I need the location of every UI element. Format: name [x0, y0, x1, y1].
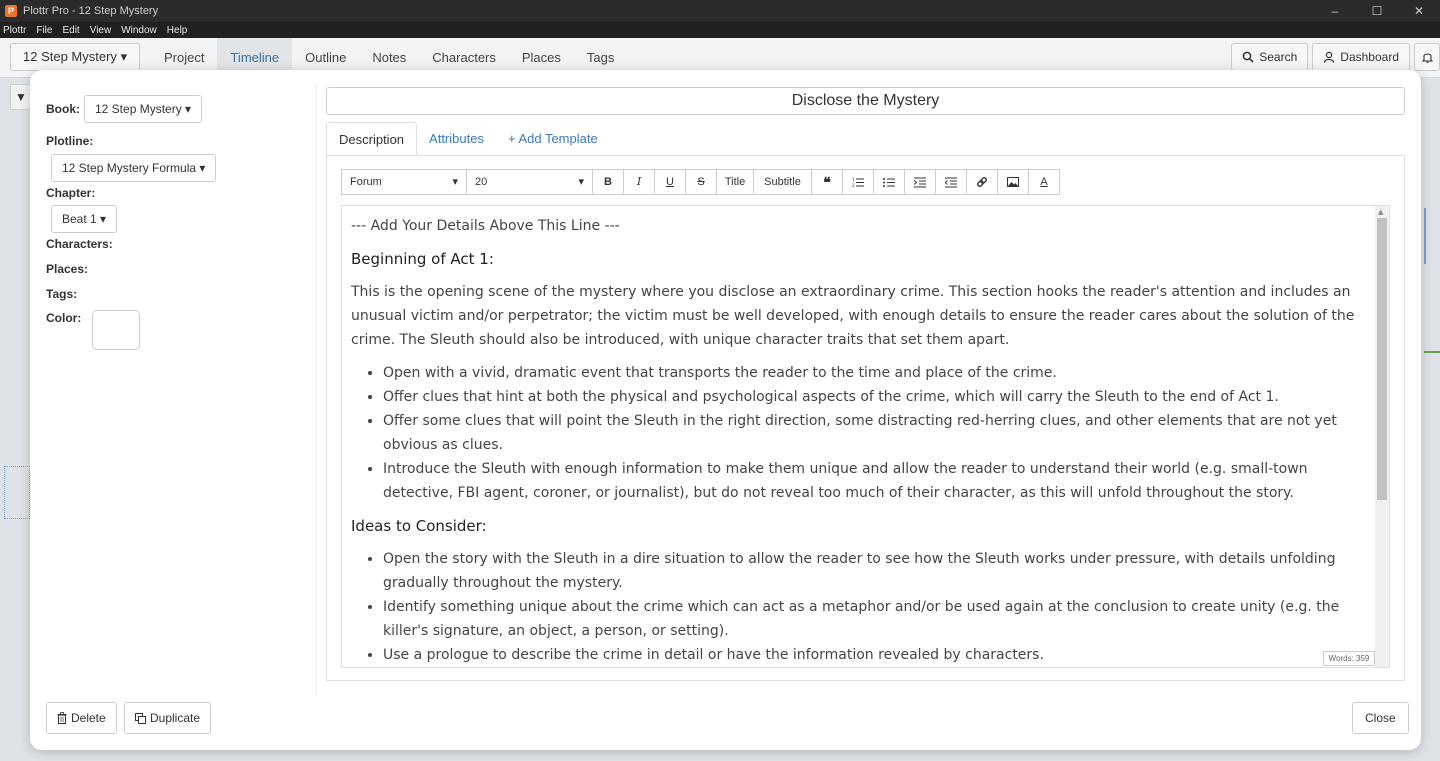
tab-project[interactable]: Project: [164, 50, 205, 65]
menu-edit[interactable]: Edit: [62, 24, 80, 36]
plotline-dropdown[interactable]: [51, 154, 216, 182]
menu-window[interactable]: Window: [121, 24, 157, 36]
book-selector-label: 12 Step Mystery: [23, 49, 117, 64]
tab-notes[interactable]: Notes: [372, 50, 407, 65]
notifications-button[interactable]: [1414, 43, 1440, 71]
caret-down-icon: ▾: [452, 176, 458, 188]
menu-file[interactable]: File: [36, 24, 53, 36]
minimize-button[interactable]: –: [1331, 4, 1339, 18]
bell-icon: [1422, 51, 1433, 63]
font-family-select[interactable]: [341, 169, 467, 195]
underline-button[interactable]: U: [655, 169, 686, 195]
act-1-bullet-list: [351, 361, 1363, 505]
empty-card-placeholder: [4, 466, 30, 519]
word-count-badge: Words: 359: [1323, 651, 1375, 666]
menu-help[interactable]: Help: [166, 24, 188, 36]
chapter-dropdown-value: Beat 1: [62, 212, 97, 226]
list-item: • Offer some clues that will point the Sleuth in the right direction, some distracting red-herring clues, and other elements that are not yet obvious as clues.: [383, 409, 1363, 457]
bold-button[interactable]: B: [593, 169, 624, 195]
chapter-dropdown[interactable]: [51, 205, 117, 233]
search-label: Search: [1259, 50, 1298, 64]
timeline-card-edge: [1424, 208, 1440, 264]
description-editor[interactable]: [341, 205, 1390, 668]
close-button[interactable]: Close: [1352, 702, 1409, 734]
outdent-icon[interactable]: [936, 169, 967, 195]
scene-card-modal: [30, 70, 1421, 750]
card-title-input[interactable]: Disclose the Mystery: [326, 87, 1405, 115]
tab-tags[interactable]: Tags: [586, 50, 615, 65]
indent-icon[interactable]: [905, 169, 936, 195]
characters-label[interactable]: Characters:: [46, 237, 113, 251]
tab-characters[interactable]: Characters: [432, 50, 496, 65]
tags-label[interactable]: Tags:: [46, 287, 78, 301]
tab-description[interactable]: Description: [326, 122, 417, 156]
scrollbar-thumb[interactable]: [1377, 218, 1387, 500]
dashboard-label: Dashboard: [1340, 50, 1399, 64]
navbar-right-group: [1231, 43, 1440, 71]
link-glyph: [976, 176, 988, 188]
numbered-list-icon[interactable]: [843, 169, 874, 195]
caret-down-icon: ▾: [578, 176, 584, 188]
editor-frame: [326, 155, 1405, 681]
font-size-value: 20: [475, 176, 488, 188]
svg-text:2: 2: [852, 183, 855, 188]
blockquote-icon[interactable]: ❝: [812, 169, 843, 195]
delete-label: Delete: [71, 711, 106, 725]
link-icon[interactable]: [967, 169, 998, 195]
subtitle-button[interactable]: Subtitle: [754, 169, 812, 195]
details-separator-line: --- Add Your Details Above This Line ---: [351, 218, 620, 234]
delete-button[interactable]: [46, 702, 117, 734]
list-item: • Open with a vivid, dramatic event that transports the reader to the time and place of the crime.: [383, 361, 1363, 385]
list-item: • Identify something unique about the crime which can act as a metaphor and/or be used again at the conclusion to create unity (e.g. the killer's signature, an object, a person, or setting).: [383, 595, 1363, 643]
font-color-icon[interactable]: A: [1029, 169, 1060, 195]
menu-view[interactable]: View: [89, 24, 112, 36]
chapter-label: Chapter:: [46, 186, 96, 200]
list-item: • Introduce the Sleuth with enough information to make them unique and allow the reader to understand their world (e.g. small-town detective, FBI agent, coroner, or journalist), but do not reveal too much of their character, as this will unfold throughout the story.: [383, 457, 1363, 505]
search-button[interactable]: [1231, 43, 1308, 71]
menu-bar: [0, 22, 1440, 38]
ideas-bullet-list: [351, 547, 1363, 667]
list-item: • Use a prologue to describe the crime in detail or have the information revealed by characters.: [383, 643, 1363, 667]
plotline-connector: [1424, 351, 1440, 353]
plotline-label: Plotline:: [46, 134, 94, 148]
book-selector[interactable]: [10, 43, 140, 71]
color-picker-swatch[interactable]: [92, 310, 140, 350]
book-dropdown-value: 12 Step Mystery: [95, 102, 182, 116]
caret-down-icon: ▾: [100, 212, 107, 226]
panel-divider: [316, 84, 317, 696]
card-details-panel: [30, 70, 320, 750]
book-dropdown[interactable]: [84, 95, 202, 123]
duplicate-label: Duplicate: [150, 711, 201, 725]
heading-beginning-act-1: Beginning of Act 1:: [351, 250, 494, 268]
title-button[interactable]: Title: [717, 169, 754, 195]
window-controls: [1314, 0, 1440, 22]
book-label: Book:: [46, 102, 80, 116]
plotline-dropdown-value: 12 Step Mystery Formula: [62, 161, 197, 175]
plottr-app-icon: P: [5, 5, 17, 17]
indent-glyph: [914, 177, 926, 188]
places-label[interactable]: Places:: [46, 262, 89, 276]
scroll-up-arrow-icon[interactable]: ▲: [1378, 208, 1384, 216]
add-template-link[interactable]: + Add Template: [507, 131, 598, 146]
dashboard-button[interactable]: [1312, 43, 1410, 71]
rich-text-toolbar: [341, 169, 1060, 195]
trash-icon: [57, 712, 67, 724]
search-icon: [1242, 51, 1254, 63]
color-label: Color:: [46, 311, 82, 325]
tab-places[interactable]: Places: [521, 50, 561, 65]
outdent-glyph: [945, 177, 957, 188]
font-size-select[interactable]: [467, 169, 593, 195]
bullet-list-icon[interactable]: [874, 169, 905, 195]
svg-text:1: 1: [852, 177, 855, 182]
strikethrough-button[interactable]: S: [686, 169, 717, 195]
image-glyph: [1007, 177, 1019, 187]
intro-paragraph: This is the opening scene of the mystery where you disclose an extraordinary crime. This section hooks the reader's attention and includes an unusual victim and/or perpetrator; the victim must be well developed, with enough details to ensure the reader cares about the solution of the crime. The Sleuth should also be introduced, with unique character traits that set them apart.: [351, 284, 1355, 348]
window-title: Plottr Pro - 12 Step Mystery: [23, 5, 159, 17]
image-icon[interactable]: [998, 169, 1029, 195]
list-item: • Open the story with the Sleuth in a dire situation to allow the reader to see how the Sleuth works under pressure, with details unfolding gradually throughout the mystery.: [383, 547, 1363, 595]
copy-icon: [135, 713, 146, 724]
tab-attributes[interactable]: Attributes: [429, 131, 484, 146]
italic-button[interactable]: I: [624, 169, 655, 195]
list-item: • Offer clues that hint at both the physical and psychological aspects of the crime, which will carry the Sleuth to the end of Act 1.: [383, 385, 1363, 409]
heading-ideas-to-consider: Ideas to Consider:: [351, 517, 487, 535]
caret-down-icon: ▾: [199, 161, 206, 175]
bullet-list-glyph: [883, 177, 895, 188]
numbered-list-glyph: [852, 177, 864, 188]
menu-plottr[interactable]: Plottr: [3, 24, 27, 36]
editor-tabs: [326, 122, 610, 156]
maximize-button[interactable]: ☐: [1371, 4, 1383, 18]
title-bar: [0, 0, 1440, 22]
editor-scrollbar[interactable]: [1375, 206, 1389, 667]
caret-down-icon: ▾: [120, 49, 128, 64]
close-window-button[interactable]: ✕: [1413, 4, 1425, 18]
duplicate-button[interactable]: [124, 702, 211, 734]
font-family-value: Forum: [350, 176, 382, 188]
user-icon: [1323, 51, 1335, 63]
tab-outline[interactable]: Outline: [305, 50, 347, 65]
filter-icon[interactable]: ▼: [10, 84, 32, 110]
caret-down-icon: ▾: [185, 102, 192, 116]
tab-timeline[interactable]: Timeline: [217, 38, 292, 78]
editor-content: [351, 214, 1363, 668]
